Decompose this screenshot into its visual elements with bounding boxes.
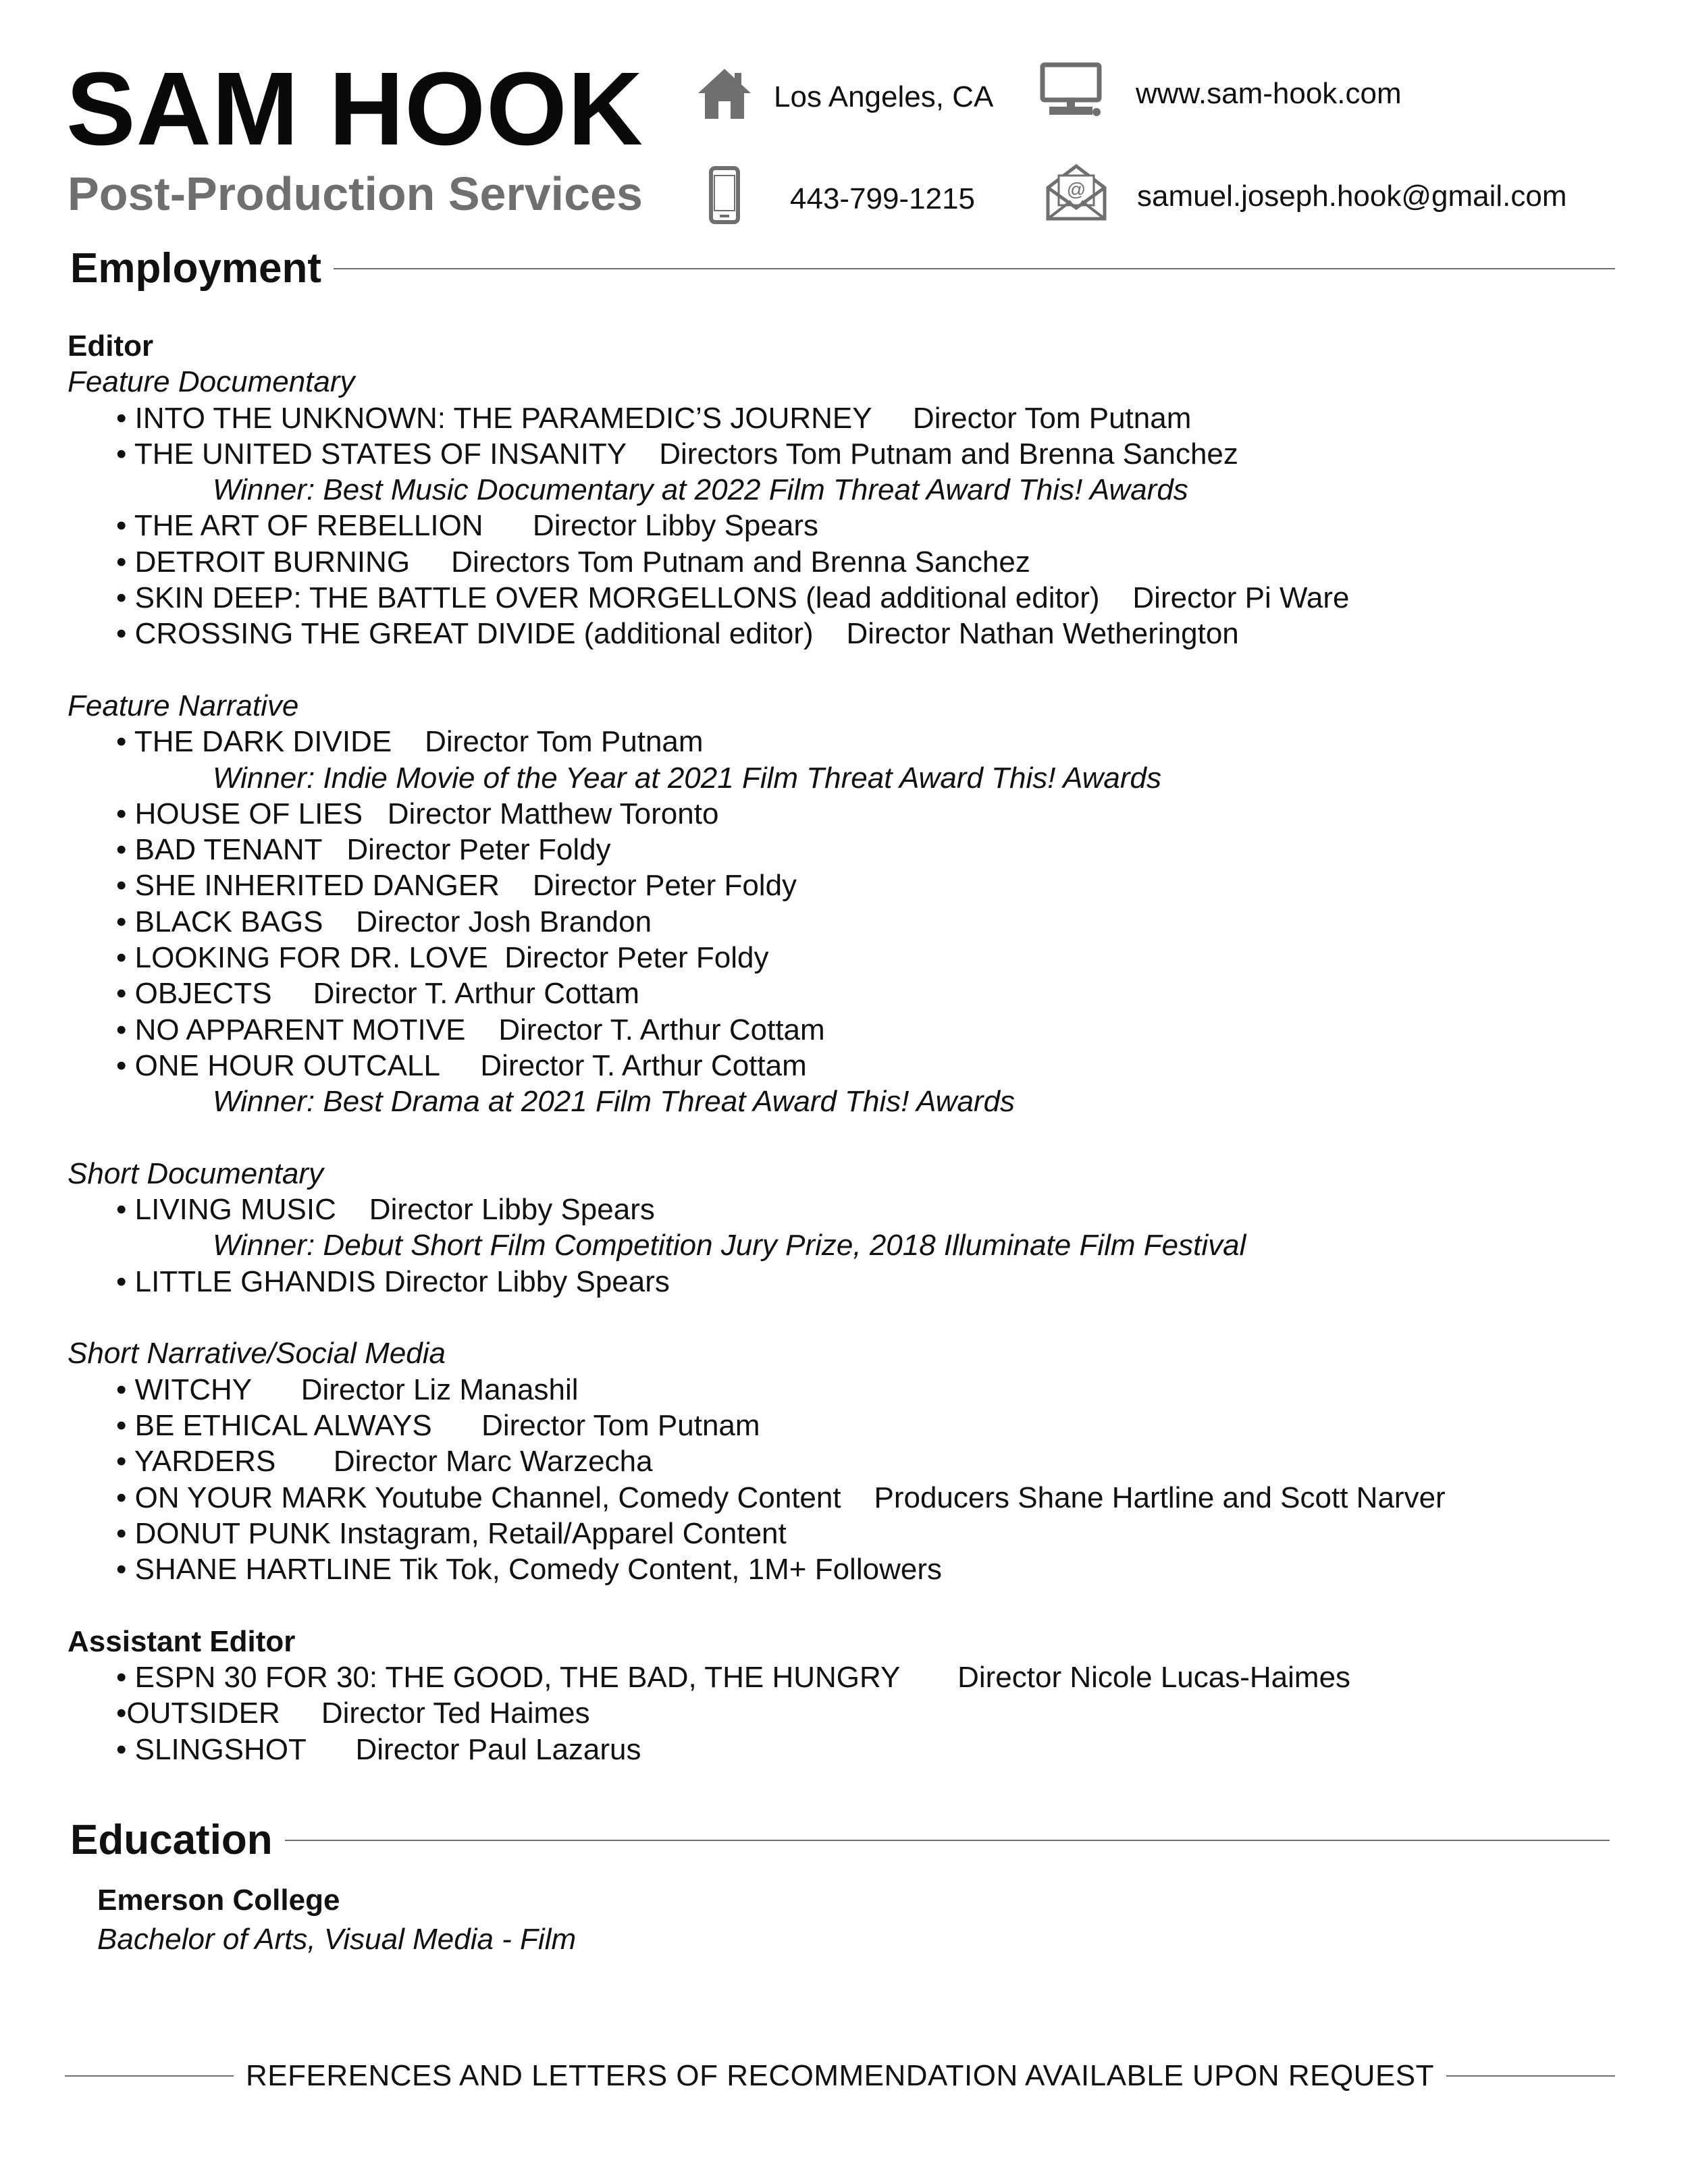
employment-heading bbox=[70, 244, 1616, 292]
list-item: • BE ETHICAL ALWAYS Director Tom Putnam bbox=[116, 1408, 760, 1442]
list-item: • BLACK BAGS Director Josh Brandon bbox=[116, 905, 652, 938]
list-item: • YARDERS Director Marc Warzecha bbox=[116, 1445, 653, 1479]
footer-note: REFERENCES AND LETTERS OF RECOMMENDATION AVAILABLE UPON REQUEST bbox=[245, 2059, 1435, 2092]
category-feature-narrative: Feature Narrative bbox=[68, 689, 299, 722]
list-item: • ONE HOUR OUTCALL Director T. Arthur Cottam bbox=[116, 1048, 807, 1082]
award-note: Winner: Best Drama at 2021 Film Threat Award This! Awards bbox=[213, 1085, 1016, 1119]
category-short-narrative: Short Narrative/Social Media bbox=[68, 1337, 446, 1370]
employment-title: Employment bbox=[70, 245, 322, 292]
list-item: • ON YOUR MARK Youtube Channel, Comedy Content Producers Shane Hartline and Scott Narver bbox=[116, 1481, 1446, 1514]
spacer bbox=[68, 1300, 1620, 1335]
school-name: Emerson College bbox=[97, 1884, 340, 1917]
list-item: • SKIN DEEP: THE BATTLE OVER MORGELLONS (lead additional editor) Director Pi Ware bbox=[116, 581, 1350, 615]
location-text: Los Angeles, CA bbox=[774, 80, 994, 113]
education-title: Education bbox=[70, 1817, 273, 1863]
footer-rule-right bbox=[1446, 2075, 1615, 2077]
email-icon bbox=[1045, 163, 1107, 229]
degree: Bachelor of Arts, Visual Media - Film bbox=[97, 1923, 577, 1956]
category-feature-documentary: Feature Documentary bbox=[68, 365, 355, 399]
phone-icon bbox=[709, 166, 740, 232]
contact-email[interactable] bbox=[1045, 163, 1567, 229]
contact-website[interactable] bbox=[1040, 62, 1402, 125]
award-note: Winner: Debut Short Film Competition Jury Prize, 2018 Illuminate Film Festival bbox=[213, 1229, 1246, 1262]
education-heading bbox=[70, 1816, 1610, 1864]
list-item: • DONUT PUNK Instagram, Retail/Apparel Content bbox=[116, 1516, 787, 1550]
spacer bbox=[68, 652, 1620, 688]
category-short-documentary: Short Documentary bbox=[68, 1156, 324, 1190]
list-item: • THE DARK DIVIDE Director Tom Putnam bbox=[116, 725, 704, 759]
role-assistant-editor: Assistant Editor bbox=[68, 1624, 296, 1658]
list-item: • ESPN 30 FOR 30: THE GOOD, THE BAD, THE HUNGRY Director Nicole Lucas-Haimes bbox=[116, 1660, 1351, 1694]
list-item: • HOUSE OF LIES Director Matthew Toronto bbox=[116, 797, 719, 830]
resume-name: SAM HOOK bbox=[66, 51, 643, 167]
role-editor: Editor bbox=[68, 329, 154, 363]
list-item: • THE UNITED STATES OF INSANITY Directors Tom Putnam and Brenna Sanchez bbox=[116, 437, 1238, 471]
list-item: • LIVING MUSIC Director Libby Spears bbox=[116, 1193, 655, 1227]
home-icon bbox=[695, 66, 754, 128]
footer-rule-left bbox=[65, 2075, 234, 2077]
spacer bbox=[68, 1587, 1620, 1623]
list-item: • CROSSING THE GREAT DIVIDE (additional editor) Director Nathan Wetherington bbox=[116, 617, 1239, 651]
list-item: • OBJECTS Director T. Arthur Cottam bbox=[116, 977, 640, 1011]
resume-tagline: Post-Production Services bbox=[68, 167, 643, 220]
list-item: • INTO THE UNKNOWN: THE PARAMEDIC’S JOURNEY Director Tom Putnam bbox=[116, 401, 1192, 435]
email-link[interactable]: samuel.joseph.hook@gmail.com bbox=[1137, 179, 1567, 213]
contact-phone[interactable] bbox=[709, 166, 975, 232]
footer bbox=[65, 2059, 1615, 2093]
award-note: Winner: Best Music Documentary at 2022 Film Threat Award This! Awards bbox=[213, 473, 1188, 507]
education-rule bbox=[285, 1840, 1610, 1841]
computer-icon bbox=[1040, 62, 1102, 125]
spacer bbox=[68, 1120, 1620, 1156]
employment-list bbox=[68, 328, 1620, 1767]
list-item: • SHE INHERITED DANGER Director Peter Foldy bbox=[116, 869, 797, 903]
award-note: Winner: Indie Movie of the Year at 2021 Film Threat Award This! Awards bbox=[213, 761, 1162, 795]
list-item: • WITCHY Director Liz Manashil bbox=[116, 1373, 579, 1406]
list-item: • LOOKING FOR DR. LOVE Director Peter Foldy bbox=[116, 941, 769, 975]
list-item: •OUTSIDER Director Ted Haimes bbox=[116, 1697, 590, 1730]
list-item: • DETROIT BURNING Directors Tom Putnam and Brenna Sanchez bbox=[116, 545, 1030, 579]
website-link[interactable]: www.sam-hook.com bbox=[1136, 76, 1402, 110]
phone-text[interactable]: 443-799-1215 bbox=[790, 182, 976, 215]
employment-rule bbox=[334, 268, 1615, 269]
list-item: • BAD TENANT Director Peter Foldy bbox=[116, 833, 611, 867]
list-item: • SLINGSHOT Director Paul Lazarus bbox=[116, 1732, 641, 1766]
svg-text:@: @ bbox=[1066, 179, 1086, 200]
education-entry bbox=[97, 1881, 576, 1959]
list-item: • LITTLE GHANDIS Director Libby Spears bbox=[116, 1264, 670, 1298]
list-item: • NO APPARENT MOTIVE Director T. Arthur Cottam bbox=[116, 1013, 825, 1046]
list-item: • THE ART OF REBELLION Director Libby Spears bbox=[116, 509, 818, 543]
list-item: • SHANE HARTLINE Tik Tok, Comedy Content, 1M+ Followers bbox=[116, 1553, 942, 1587]
contact-location bbox=[695, 66, 993, 128]
